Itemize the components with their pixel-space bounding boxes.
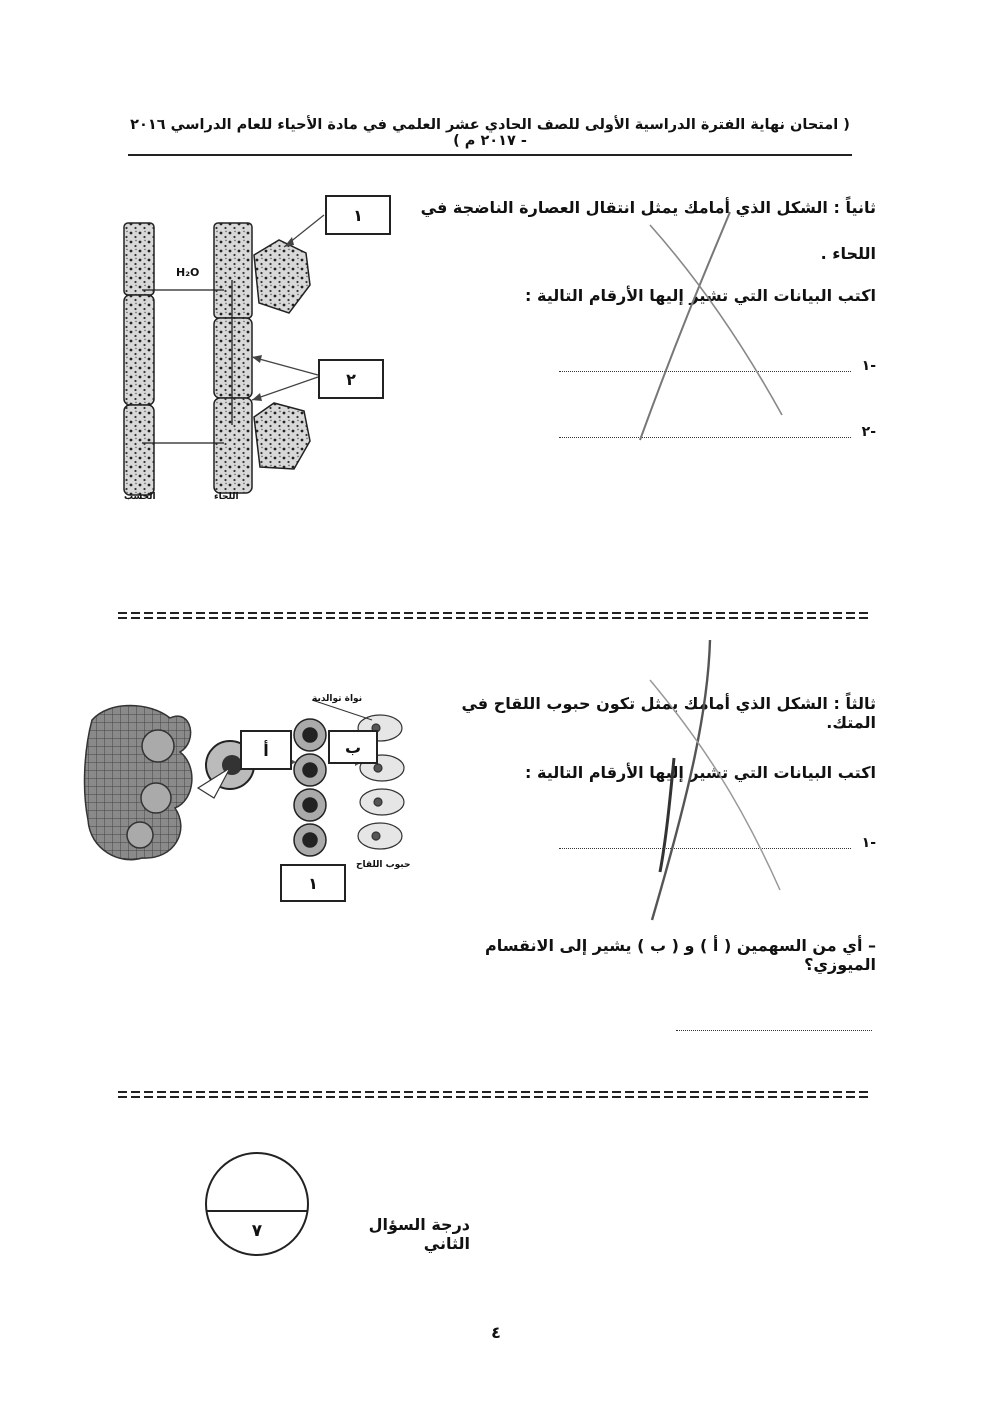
meiosis-answer[interactable] [676, 1014, 872, 1033]
tetrad-cells [294, 719, 326, 856]
page-number: ٤ [491, 1323, 501, 1342]
answer-number: -١ [861, 358, 876, 374]
section-separator [118, 1091, 872, 1099]
phloem-caption: اللحاء [214, 492, 239, 502]
pollen-label-box-a: أ [240, 730, 292, 770]
phloem-question-line2: اللحاء . [820, 244, 876, 263]
answer-number: -٢ [861, 424, 876, 440]
pollen-instruction: اكتب البيانات التي تشير إليها الأرقام التالية : [525, 763, 876, 782]
section-separator [118, 612, 872, 620]
pollen-grains-caption: حبوب اللقاح [356, 860, 411, 870]
exam-header-title: ( امتحان نهاية الفترة الدراسية الأولى للصف الحادي عشر العلمي في مادة الأحياء للعام الدراسي ٢٠١٦ - ٢٠١٧ م ) [128, 117, 852, 156]
generative-nucleus-caption: نواة توالدية [312, 694, 363, 704]
phloem-sieve-tube [214, 223, 252, 493]
meiosis-question: – أي من السهمين ( أ ) و ( ب ) يشير إلى الانقسام الميوزي؟ [484, 936, 876, 974]
xylem-vessel [124, 223, 154, 495]
pencil-cross-mark-2 [590, 640, 790, 930]
answer-dotted-line [676, 1018, 872, 1031]
pollen-label-box-1: ١ [280, 864, 346, 902]
answer-number: -١ [861, 835, 876, 851]
anther [85, 706, 192, 860]
pollen-formation-figure [80, 690, 410, 905]
xylem-caption: الخشب [124, 492, 156, 502]
score-circle [204, 1151, 310, 1257]
phloem-label-box-1: ١ [325, 195, 391, 235]
phloem-instruction: اكتب البيانات التي تشير إليها الأرقام التالية : [525, 286, 876, 305]
source-cell [254, 240, 310, 313]
sink-cell [254, 403, 310, 469]
pollen-label-box-b: ب [328, 730, 378, 764]
score-label: درجة السؤال الثاني [368, 1215, 470, 1253]
phloem-question-line1: ثانياً : الشكل الذي أمامك يمثل انتقال العصارة الناضجة في [420, 198, 876, 217]
phloem-label-box-2: ٢ [318, 359, 384, 399]
h2o-label: H₂O [176, 266, 200, 279]
score-max: ٧ [251, 1221, 263, 1241]
pencil-cross-mark [560, 200, 800, 450]
pollen-question: ثالثاً : الشكل الذي أمامك يمثل تكون حبوب اللقاح في المتك. [461, 694, 876, 732]
